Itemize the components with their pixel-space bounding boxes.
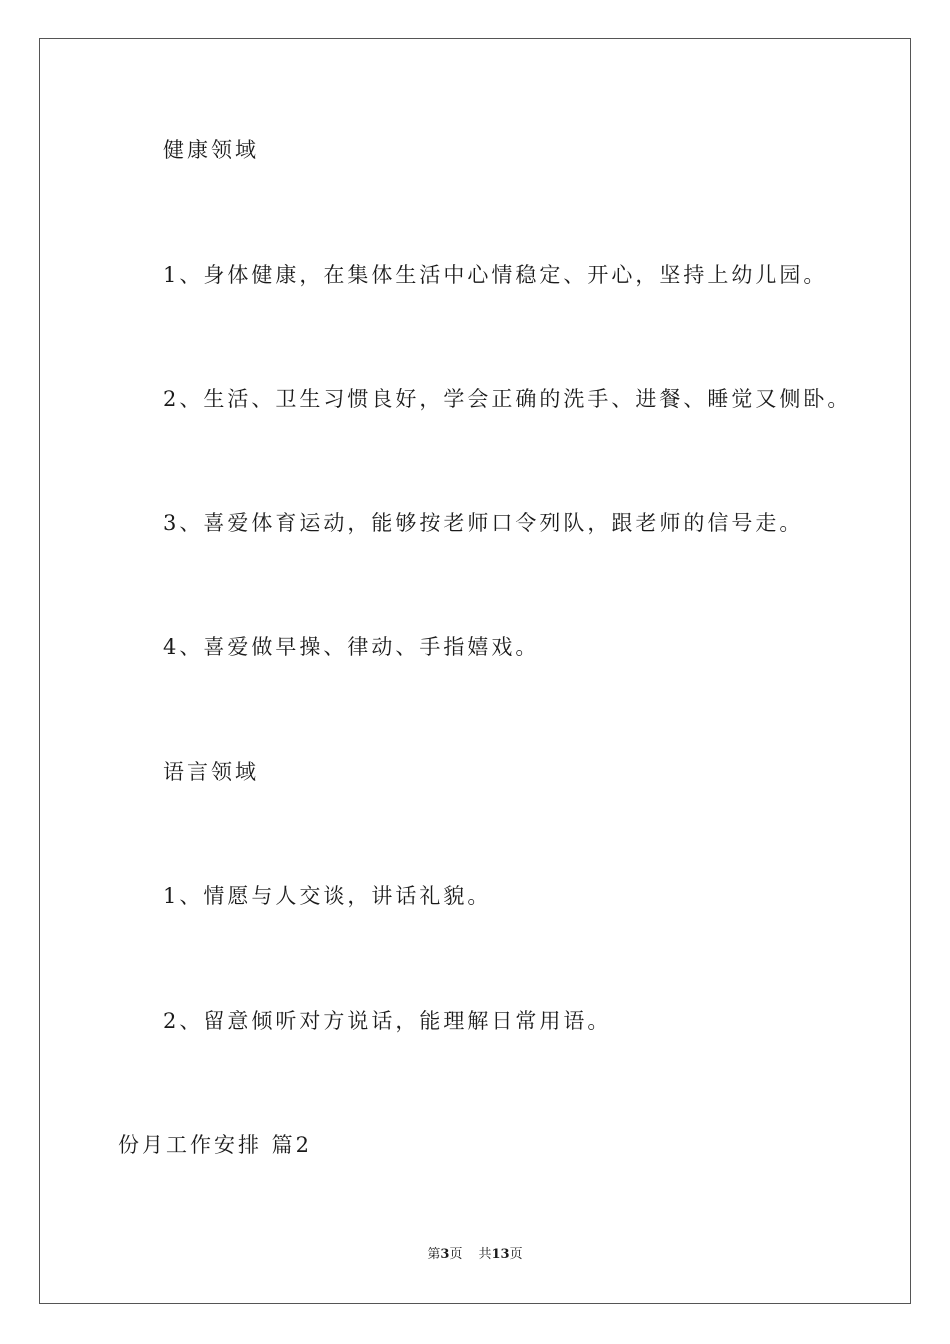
footer-page-suffix: 页 — [449, 1247, 463, 1262]
page-frame — [39, 38, 911, 1304]
section-heading-language: 语言领域 — [163, 760, 259, 784]
footer-total-prefix: 共 — [478, 1247, 492, 1262]
footer-total-pages: 13 — [491, 1247, 510, 1262]
paragraph-health-3: 3、喜爱体育运动，能够按老师口令列队，跟老师的信号走。 — [163, 511, 804, 535]
page-footer — [0, 1247, 950, 1263]
footer-page-number: 3 — [440, 1247, 450, 1262]
footer-page-prefix: 第 — [427, 1247, 441, 1262]
footer-total-suffix: 页 — [509, 1247, 523, 1262]
paragraph-language-2: 2、留意倾听对方说话，能理解日常用语。 — [163, 1009, 612, 1033]
article-title-part2: 份月工作安排 篇2 — [118, 1133, 313, 1157]
paragraph-health-1: 1、身体健康，在集体生活中心情稳定、开心，坚持上幼儿园。 — [163, 263, 828, 287]
paragraph-health-4: 4、喜爱做早操、律动、手指嬉戏。 — [163, 635, 540, 659]
section-heading-health: 健康领域 — [163, 138, 259, 162]
paragraph-health-2: 2、生活、卫生习惯良好，学会正确的洗手、进餐、睡觉又侧卧。 — [163, 387, 852, 411]
paragraph-language-1: 1、情愿与人交谈，讲话礼貌。 — [163, 884, 492, 908]
